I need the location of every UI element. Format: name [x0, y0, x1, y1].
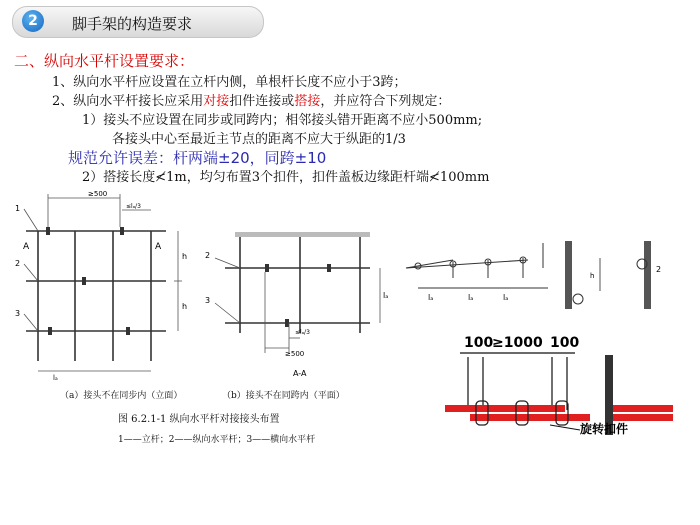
callout-1: 1: [15, 204, 21, 213]
plan-diagram: [205, 228, 390, 383]
post-callout-2: 2: [656, 265, 662, 274]
figure-title: 图 6.2.1-1 纵向水平杆对接接头布置: [118, 414, 280, 425]
bay-label-2: lₐ: [468, 293, 474, 302]
plan-dim-500-label: ≥500: [285, 350, 305, 358]
bay-label-1: lₐ: [428, 293, 434, 302]
plan-dim-l3-label: ≤lₐ/3: [295, 329, 310, 336]
bay-label-3: lₐ: [503, 293, 509, 302]
section-a-a-label: A-A: [293, 369, 307, 378]
rule-2: [52, 90, 450, 109]
height-label-2: h: [182, 302, 188, 311]
callout-2: 2: [15, 259, 21, 268]
section-heading: 二、纵向水平杆设置要求：: [14, 52, 195, 70]
lap-dim-100-left: 100: [464, 335, 494, 351]
rotating-coupler-label: 旋转扣件: [580, 422, 629, 436]
section-mark-right: A: [155, 242, 162, 252]
lap-joint-term: 搭接: [294, 94, 321, 109]
butt-joint-term: 对接: [203, 94, 230, 109]
rule-2-1: 1）接头不应设置在同步或同跨内；相邻接头错开距离不应小500mm;: [82, 113, 483, 128]
rule-1: 1、纵向水平杆应设置在立杆内侧，单根杆长度不应小于3跨；: [52, 75, 407, 90]
figure-legend: 1——立杆；2——纵向水平杆；3——横向水平杆: [118, 435, 316, 445]
post-height-label: h: [590, 272, 595, 280]
lap-joint-diagram: [440, 325, 690, 440]
page-title: 脚手架的构造要求: [72, 15, 193, 33]
rule-2-1-cont: 各接头中心至最近主节点的距离不应大于纵距的1/3: [112, 132, 406, 147]
lap-dim-1000: ≥1000: [492, 335, 543, 351]
rule-2-2: 2）搭接长度≮1m，均匀布置3个扣件，扣件盖板边缘距杆端≮100mm: [82, 170, 490, 185]
height-label-1: h: [182, 252, 188, 261]
post-detail-diagram: [560, 236, 675, 316]
section-number-badge: 2: [22, 10, 44, 32]
rule-2-part-e: ，并应符合下列规定：: [320, 94, 451, 109]
tolerance-note: 规范允许误差：杆两端±20，同跨±10: [68, 149, 327, 167]
plan-callout-3: 3: [205, 296, 211, 305]
plan-span-label: lₐ: [383, 291, 389, 300]
dim-l3-label: ≤lₐ/3: [126, 203, 141, 210]
dim-500-label: ≥500: [88, 190, 108, 198]
side-elevation-diagram: [398, 238, 558, 313]
caption-plan: （b）接头不在同跨内（平面）: [222, 391, 345, 401]
callout-3: 3: [15, 309, 21, 318]
plan-callout-2: 2: [205, 251, 211, 260]
section-mark-left: A: [23, 242, 30, 252]
rule-2-part-c: 扣件连接或: [229, 94, 295, 109]
rule-2-part-a: 2、纵向水平杆接长应采用: [52, 94, 204, 109]
lap-dim-100-right: 100: [550, 335, 580, 351]
elevation-diagram: [8, 186, 211, 388]
caption-elevation: （a）接头不在同步内（立面）: [60, 391, 183, 401]
span-label: lₐ: [53, 374, 58, 382]
